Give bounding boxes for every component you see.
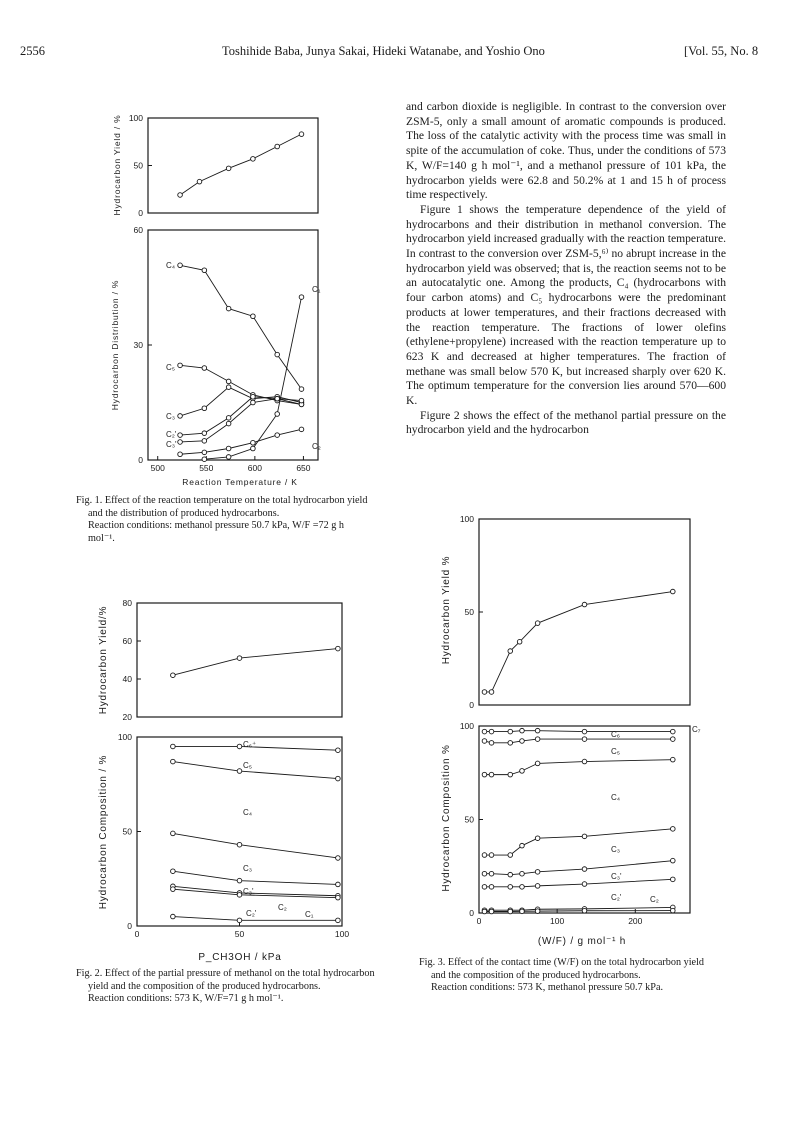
data-point	[508, 885, 513, 890]
series-label-c2: C₂	[278, 903, 287, 912]
y-tick-label: 0	[127, 921, 132, 931]
y-tick-label: 60	[122, 636, 132, 646]
y-axis-label: Hydrocarbon Yield / %	[112, 114, 122, 216]
page-number: 2556	[20, 44, 45, 58]
x-tick-label: 500	[150, 463, 165, 473]
data-point	[535, 909, 540, 914]
series-label-c2: C₂	[312, 442, 321, 451]
series-label-c5: C₅	[243, 761, 252, 770]
y-axis-label: Hydrocarbon Yield %	[441, 555, 452, 665]
series-label-c1: C₁	[312, 285, 321, 294]
x-tick-label: 0	[134, 929, 140, 939]
data-point	[582, 882, 587, 887]
series-label-c5: C₅	[611, 747, 620, 756]
series-label-c4: C₄	[611, 793, 621, 802]
y-tick-label: 40	[122, 674, 132, 684]
y-tick-label: 20	[122, 712, 132, 722]
series-lines	[482, 728, 675, 913]
x-tick-label: 100	[334, 929, 350, 939]
y-tick-label: 30	[133, 340, 143, 350]
data-point	[520, 885, 525, 890]
data-point	[508, 729, 513, 734]
caption-title: Fig. 2. Effect of the partial pressure of methanol on the total hydrocarbon yield and the composition of the produced hydrocarbons.	[76, 968, 375, 992]
data-point	[671, 877, 676, 882]
data-point	[520, 843, 525, 848]
data-point	[508, 772, 513, 777]
series-label-c4: C₄	[243, 808, 253, 817]
x-axis-label: Reaction Temperature / K	[182, 477, 298, 487]
series-label-c3-olefin: C₃'	[166, 440, 177, 449]
data-point	[482, 739, 487, 744]
x-axis-label: P_CH3OH / kPa	[198, 952, 282, 963]
data-point	[671, 858, 676, 863]
data-point	[671, 827, 676, 832]
series-label-c3-olefin: C₃'	[611, 872, 622, 881]
y-axis-label: Hydrocarbon Composition %	[441, 744, 452, 892]
data-point	[482, 885, 487, 890]
fig3-caption	[419, 957, 719, 995]
data-point	[671, 729, 676, 734]
y-tick-label: 100	[459, 514, 474, 524]
data-point	[520, 728, 525, 733]
data-point	[508, 909, 513, 914]
x-tick-label: 550	[199, 463, 214, 473]
data-point	[520, 769, 525, 774]
paragraph: and carbon dioxide is negligible. In contrast to the conversion over ZSM-5, only a small amount of aromatic compounds is produced. The loss of the catalytic activity with the process time was small in spite of the accumulation of coke. Thus, under the conditions of 573 K, W/F=140 g h mol⁻¹, and a methanol pressure of 101 kPa, the hydrocarbon yields were 62.8 and 50.2% at 1 and 15 h of process time respectively.	[406, 100, 726, 202]
y-tick-label: 100	[128, 113, 143, 123]
data-point	[482, 909, 487, 914]
y-axis-label: Hydrocarbon Yield/%	[98, 605, 109, 715]
running-authors: Toshihide Baba, Junya Sakai, Hideki Watanabe, and Yoshio Ono	[222, 44, 545, 58]
y-tick-label: 0	[138, 455, 143, 465]
x-tick-label: 650	[296, 463, 311, 473]
y-tick-label: 50	[133, 160, 143, 171]
series-label-c3: C₃	[166, 412, 176, 421]
data-point	[535, 737, 540, 742]
caption-conditions: Reaction conditions: 573 K, methanol pressure 50.7 kPa.	[431, 982, 664, 994]
data-point	[489, 871, 494, 876]
series-label-c3-olefin: C₃'	[243, 887, 254, 896]
data-point	[582, 908, 587, 913]
series-label-c2-olefin: C₂'	[611, 893, 622, 902]
y-tick-label: 50	[122, 826, 132, 837]
series-label-c1: C₁	[305, 910, 314, 919]
series-line-C4	[484, 829, 672, 855]
series-label-c5: C₅	[166, 363, 175, 372]
data-point	[582, 759, 587, 764]
caption-conditions: Reaction conditions: methanol pressure 50.7 kPa, W/F =72 g h mol⁻¹.	[88, 520, 344, 544]
data-point	[520, 739, 525, 744]
series-label-c4: C₄	[166, 261, 176, 270]
caption-conditions: Reaction conditions: 573 K, W/F=71 g h mol⁻¹.	[88, 993, 284, 1005]
y-tick-label: 50	[464, 607, 474, 617]
y-tick-label: 50	[464, 814, 474, 825]
data-point	[671, 737, 676, 742]
x-tick-label: 0	[476, 916, 482, 926]
caption-title: Fig. 3. Effect of the contact time (W/F) on the total hydrocarbon yield and the composition of the produced hydrocarbons.	[419, 957, 704, 981]
data-point	[489, 729, 494, 734]
paragraph: Figure 2 shows the effect of the methanol partial pressure on the hydrocarbon yield and the hydrocarbon	[406, 408, 726, 437]
series-label-c7: C₇	[692, 725, 701, 734]
data-point	[482, 871, 487, 876]
data-point	[582, 737, 587, 742]
series-label-c6plus: C₆⁺	[243, 740, 257, 749]
data-point	[482, 853, 487, 858]
x-tick-label: 100	[550, 916, 565, 926]
data-point	[489, 772, 494, 777]
data-point	[508, 872, 513, 877]
series-line-C5	[484, 760, 672, 775]
data-point	[582, 834, 587, 839]
data-point	[535, 870, 540, 875]
series-line-C3	[484, 861, 672, 875]
data-point	[671, 757, 676, 762]
paragraph: Figure 1 shows the temperature dependence of the yield of hydrocarbons and their distribution in methanol conversion. The hydrocarbon yield increased gradually with the reaction temperature. In contrast to the conversion over ZSM-5,⁶⁾ no abrupt increase in the hydrocarbon yield was observed; that is, the reaction seems not to be an autocatalytic one. Among the products, C₄ (hydrocarbons with four carbon atoms) and C₅ hydrocarbons were the predominant products at lower temperatures, and their fractions decreased with the reaction temperature. The fractions of lower olefins (ethylene+propylene) increased with the reaction temperature up to 623 K and decreased at higher temperatures. The fraction of methane was small below 570 K, but increased sharply over 620 K. The optimum temperature for the conversion lies around 570—600 K.	[406, 202, 726, 408]
y-tick-label: 0	[138, 208, 143, 218]
data-point	[489, 741, 494, 746]
data-point	[482, 772, 487, 777]
x-tick-label: 200	[628, 916, 643, 926]
series-label-c2: C₂	[650, 895, 659, 904]
data-point	[482, 729, 487, 734]
x-tick-label: 600	[247, 463, 262, 473]
series-label-c3: C₃	[243, 864, 253, 873]
series-label-c3: C₃	[611, 845, 621, 854]
y-tick-label: 0	[469, 700, 474, 710]
y-axis-label: Hydrocarbon Distribution / %	[110, 279, 120, 411]
data-point	[671, 908, 676, 913]
x-tick-label: 50	[234, 929, 245, 939]
y-tick-label: 100	[459, 721, 474, 731]
data-point	[520, 909, 525, 914]
series-label-c6: C₆	[611, 730, 621, 739]
data-point	[489, 909, 494, 914]
x-axis-label: (W/F) / g mol⁻¹ h	[537, 936, 627, 947]
data-point	[535, 728, 540, 733]
y-axis-label: Hydrocarbon Composition / %	[98, 754, 109, 910]
data-point	[582, 867, 587, 872]
data-point	[489, 885, 494, 890]
y-tick-label: 80	[122, 598, 132, 608]
data-point	[582, 729, 587, 734]
data-point	[489, 853, 494, 858]
y-tick-label: 60	[133, 225, 143, 235]
y-tick-label: 0	[469, 908, 474, 918]
series-label-c2-olefin: C₂'	[166, 430, 177, 439]
data-point	[535, 836, 540, 841]
y-tick-label: 100	[117, 732, 132, 742]
data-point	[520, 871, 525, 876]
data-point	[508, 853, 513, 858]
data-point	[535, 761, 540, 766]
caption-title: Fig. 1. Effect of the reaction temperature on the total hydrocarbon yield and the distribution of produced hydrocarbons.	[76, 495, 368, 519]
data-point	[535, 884, 540, 889]
data-point	[508, 741, 513, 746]
volume-info: [Vol. 55, No. 8	[684, 44, 759, 58]
series-label-c2-olefin: C₂'	[246, 909, 257, 918]
